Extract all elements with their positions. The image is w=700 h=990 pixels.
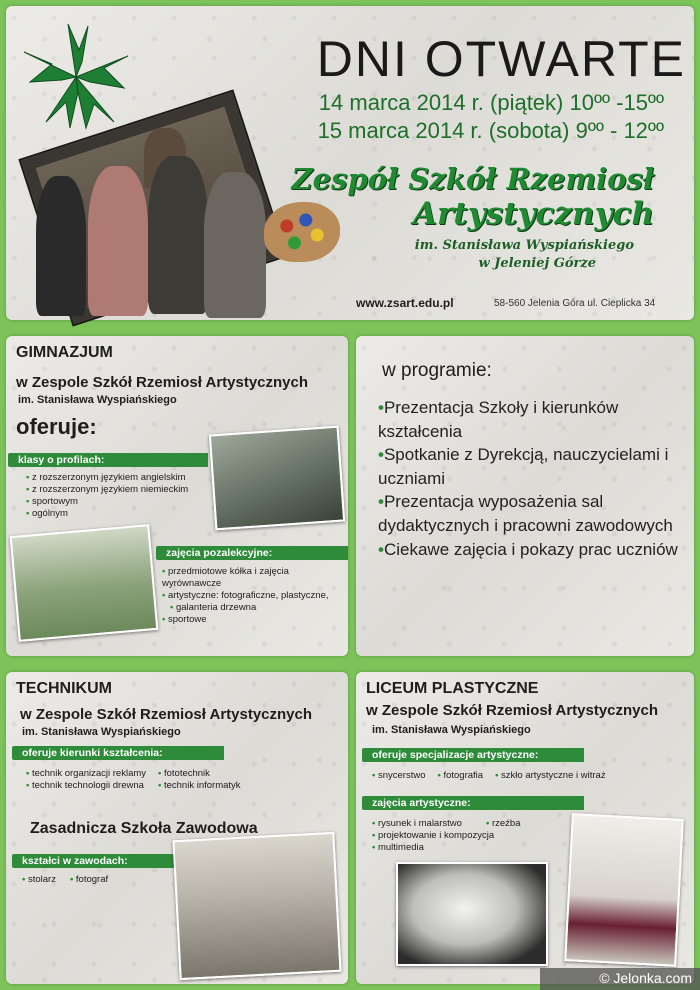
sculpture-photo (396, 862, 548, 966)
date-line-1: 14 marca 2014 r. (piątek) 10ºº -15ºº (318, 90, 664, 115)
list-item: • ogólnym (26, 508, 188, 520)
list-item: • fotograf (70, 874, 108, 886)
list-item: • technik technologii drewna (26, 780, 146, 792)
list-item: • sportowe (162, 614, 346, 626)
list-item: • multimedia (372, 842, 494, 854)
student-photo-1 (36, 176, 86, 316)
list-item: • rzeźba (486, 818, 520, 830)
program-item: • Prezentacja wyposażenia sal dydaktycznych i pracowni zawodowych (378, 490, 683, 537)
leaf-logo-icon (16, 22, 136, 132)
liceum-subtitle: w Zespole Szkół Rzemiosł Artystycznych (366, 702, 659, 719)
list-item: • z rozszerzonym językiem niemieckim (26, 484, 188, 496)
program-item: • Prezentacja Szkoły i kierunków kształcenia (378, 396, 683, 443)
technikum-subtitle: w Zespole Szkół Rzemiosł Artystycznych (20, 706, 313, 723)
list-item: • projektowanie i kompozycja (372, 830, 494, 842)
page-title: DNI OTWARTE (316, 31, 686, 87)
technikum-patron: im. Stanisława Wyspiańskiego (22, 726, 181, 738)
technikum-title: TECHNIKUM (16, 680, 112, 697)
sports-photo (10, 524, 159, 642)
watermark: © Jelonka.com (540, 968, 700, 990)
list-item: • fotografia (437, 770, 483, 782)
list-item: • rysunek i malarstwo (372, 818, 494, 830)
gimnazjum-patron: im. Stanisława Wyspiańskiego (18, 394, 177, 406)
list-item: • z rozszerzonym językiem angielskim (26, 472, 188, 484)
glass-art-photo (564, 813, 684, 967)
website-link[interactable]: www.zsart.edu.pl (356, 296, 454, 310)
program-item: • Spotkanie z Dyrekcją, nauczycielami i uczniami (378, 443, 683, 490)
gimnazjum-offers: oferuje: (16, 414, 97, 439)
list-item: • szkło artystyczne i witraż (495, 770, 606, 782)
list-item: • sportowym (26, 496, 188, 508)
trades-list (22, 874, 108, 886)
list-item: • stolarz (22, 874, 56, 886)
profiles-list (26, 472, 188, 520)
art-list-1 (372, 818, 494, 854)
program-item: • Ciekawe zajęcia i pokazy prac uczniów (378, 538, 683, 562)
specs-list (372, 770, 606, 782)
school-name-line-1: Zespół Szkół Rzemiosł (291, 162, 654, 196)
list-item: • snycerstwo (372, 770, 425, 782)
art-heading: zajęcia artystyczne: (362, 796, 584, 810)
directions-heading: oferuje kierunki kształcenia: (12, 746, 224, 760)
gimnazjum-title: GIMNAZJUM (16, 344, 113, 361)
student-photo-4 (148, 156, 208, 314)
specs-heading: oferuje specjalizacje artystyczne: (362, 748, 584, 762)
patron-line-1: im. Stanisława Wyspiańskiego (414, 238, 634, 253)
program-heading: w programie: (382, 360, 492, 381)
paint-palette-image (264, 202, 340, 262)
address: 58-560 Jelenia Góra ul. Cieplicka 34 (494, 298, 656, 309)
liceum-patron: im. Stanisława Wyspiańskiego (372, 724, 531, 736)
list-item-text: galanteria drzewna (175, 602, 257, 613)
directions-list-1 (26, 768, 146, 792)
trades-heading: kształci w zawodach: (12, 854, 178, 868)
list-item: • fototechnik (158, 768, 241, 780)
art-list-2 (486, 818, 520, 830)
profiles-heading: klasy o profilach: (8, 453, 208, 467)
list-item: • przedmiotowe kółka i zajęcia wyrównawcze (162, 566, 346, 590)
list-item: • artystyczne: fotograficzne, plastyczne, (162, 590, 346, 602)
extra-list (162, 566, 346, 626)
list-item: • technik organizacji reklamy (26, 768, 146, 780)
header-panel (6, 6, 694, 320)
extra-heading: zajęcia pozalekcyjne: (156, 546, 348, 560)
gimnazjum-subtitle: w Zespole Szkół Rzemiosł Artystycznych (16, 374, 309, 391)
program-list (378, 396, 683, 561)
school-name-line-2: Artystycznych (413, 196, 654, 232)
liceum-title: LICEUM PLASTYCZNE (366, 680, 539, 697)
patron-line-2: w Jeleniej Górze (478, 256, 596, 271)
list-item (162, 602, 346, 614)
list-item: • technik informatyk (158, 780, 241, 792)
directions-list-2 (158, 768, 241, 792)
student-photo-2 (88, 166, 148, 316)
vocational-title: Zasadnicza Szkoła Zawodowa (30, 820, 258, 837)
classroom-photo (209, 426, 345, 531)
computer-lab-photo (172, 832, 341, 980)
date-line-2: 15 marca 2014 r. (sobota) 9ºº - 12ºº (317, 118, 664, 143)
student-photo-5 (204, 172, 266, 318)
